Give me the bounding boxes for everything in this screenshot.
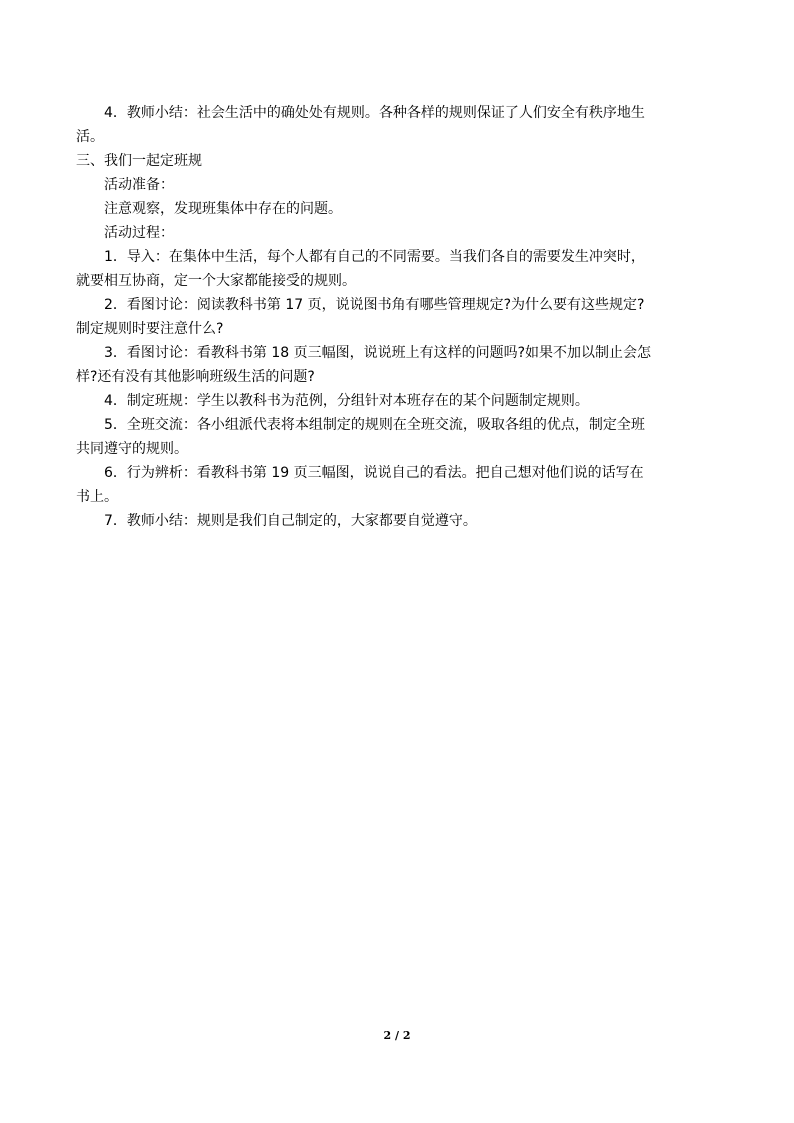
text-line: 活动过程： [104, 225, 174, 241]
text-line: 5．全班交流：各小组派代表将本组制定的规则在全班交流，吸取各组的优点，制定全班 [104, 417, 645, 433]
text-line: 4．制定班规：学生以教科书为范例，分组针对本班存在的某个问题制定规则。 [104, 393, 589, 409]
text-line: 活。 [76, 129, 104, 145]
text-line: 就要相互协商，定一个大家都能接受的规则。 [76, 273, 356, 289]
document-body [76, 101, 720, 533]
text-line: 4．教师小结：社会生活中的确处处有规则。各种各样的规则保证了人们安全有秩序地生 [104, 105, 645, 121]
text-line: 制定规则时要注意什么? [76, 321, 224, 337]
text-line: 6．行为辨析：看教科书第 19 页三幅图，说说自己的看法。把自己想对他们说的话写在 [104, 465, 644, 481]
page-number: 2 / 2 [383, 1029, 411, 1042]
text-line: 注意观察，发现班集体中存在的问题。 [104, 201, 342, 217]
text-line: 活动准备： [104, 177, 174, 193]
text-line: 1．导入：在集体中生活，每个人都有自己的不同需要。当我们各自的需要发生冲突时， [104, 249, 645, 265]
text-line: 书上。 [76, 489, 118, 505]
text-line: 样?还有没有其他影响班级生活的问题? [76, 369, 315, 385]
text-line: 3．看图讨论：看教科书第 18 页三幅图，说说班上有这样的问题吗?如果不加以制止会怎 [104, 345, 652, 361]
text-line: 三、我们一起定班规 [76, 153, 202, 169]
text-line: 7．教师小结：规则是我们自己制定的，大家都要自觉遵守。 [104, 513, 477, 529]
text-line: 共同遵守的规则。 [76, 441, 188, 457]
text-line: 2．看图讨论：阅读教科书第 17 页，说说图书角有哪些管理规定?为什么要有这些规定? [104, 297, 645, 313]
